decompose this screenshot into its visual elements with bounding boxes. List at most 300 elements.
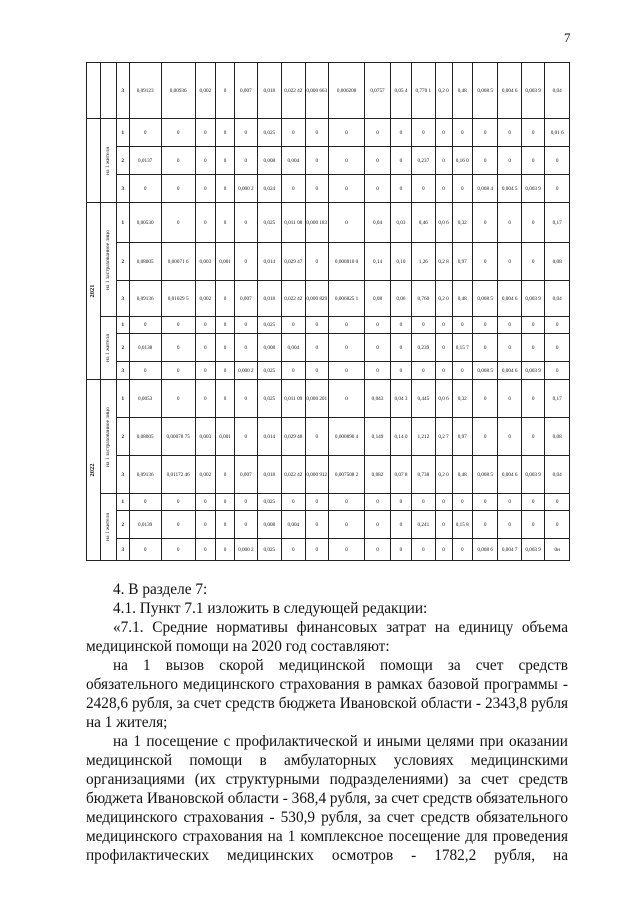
table-cell: 0,0053: [129, 380, 161, 418]
table-cell: 0: [129, 317, 161, 334]
table-cell: 0: [452, 175, 472, 203]
table-cell: 0: [435, 362, 452, 380]
table-cell: 0,000 183: [305, 203, 328, 243]
table-cell: 0,025: [257, 317, 282, 334]
table-cell: 0: [390, 362, 411, 380]
table-cell: 0,008: [257, 147, 282, 175]
table-cell: 1,26: [412, 243, 435, 281]
table-cell: 0: [235, 317, 257, 334]
row-number: 3: [116, 362, 129, 380]
table-cell: 0: [305, 147, 328, 175]
table-cell: 0,05 4: [390, 63, 411, 119]
table-cell: 0: [498, 203, 521, 243]
table-cell: 0,008 6: [472, 539, 498, 561]
table-cell: 0,008 5: [472, 63, 498, 119]
table-cell: 0: [161, 362, 195, 380]
table-cell: 0,002: [195, 63, 215, 119]
table-cell: 0,024: [257, 175, 282, 203]
table-cell: 0,14 0: [390, 418, 411, 456]
row-number: 3: [116, 281, 129, 317]
row-number: 3: [116, 175, 129, 203]
table-cell: 0: [161, 175, 195, 203]
table-cell: 0: [365, 494, 391, 511]
table-cell: 0,003: [195, 243, 215, 281]
table-cell: 0: [282, 539, 305, 561]
section-heading: 4. В разделе 7:: [113, 581, 208, 598]
table-cell: 0: [365, 147, 391, 175]
table-cell: 0: [215, 511, 234, 539]
table-cell: 0,011 09: [282, 380, 305, 418]
table-cell: 0,004 6: [498, 63, 521, 119]
table-cell: 0: [472, 334, 498, 362]
table-cell: 0: [195, 334, 215, 362]
table-cell: 0: [328, 539, 364, 561]
table-cell: 0: [472, 203, 498, 243]
table-cell: 0,001: [215, 418, 234, 456]
table-cell: 0,003 9: [521, 456, 544, 494]
table-row: [87, 494, 570, 511]
table-cell: 0,15 8: [452, 511, 472, 539]
table-cell: 0,01 6: [545, 119, 570, 147]
table-cell: 0: [305, 539, 328, 561]
table-cell: 0: [235, 119, 257, 147]
table-cell: 0: [472, 147, 498, 175]
table-cell: 0: [235, 243, 257, 281]
table-cell: 0,2 0: [435, 63, 452, 119]
table-cell: 0: [282, 362, 305, 380]
table-cell: 0: [215, 281, 234, 317]
table-cell: 0: [215, 317, 234, 334]
table-cell: 0: [472, 243, 498, 281]
table-cell: 0: [390, 147, 411, 175]
table-cell: 0,09123: [129, 63, 161, 119]
table-cell: 0: [452, 539, 472, 561]
table-cell: 0: [545, 511, 570, 539]
table-cell: 0,48: [452, 281, 472, 317]
table-cell: 0: [328, 119, 364, 147]
table-cell: 0,002: [195, 281, 215, 317]
table-cell: 0,07 8: [390, 456, 411, 494]
table-cell: 0: [129, 539, 161, 561]
table-cell: 0,08: [545, 418, 570, 456]
table-cell: 0: [328, 380, 364, 418]
table-cell: 0: [161, 539, 195, 561]
row-number: 2: [116, 243, 129, 281]
table-cell: 0,025: [257, 203, 282, 243]
paragraph-3: на 1 посещение с профилактической и иными целями при оказании медицинской помощи в амбулаторных условиях медицинскими организациями (их структурными подразделениями) за счет средств бюджета Ивановской области - 368,4 рубля, за счет средств обязательного медицинского страхования - 530,9 рубля, за счет средств обязательного медицинского страхования на 1 комплексное посещение для проведения профилактических медицинских осмотров - 1782,2 рубля, на: [86, 733, 568, 864]
table-cell: 0,17: [545, 380, 570, 418]
table-cell: 0,008 5: [472, 362, 498, 380]
table-cell: 0,04: [545, 63, 570, 119]
table-cell: 0: [129, 494, 161, 511]
table-cell: 0: [472, 418, 498, 456]
table-cell: 0: [472, 511, 498, 539]
table-cell: 0,003 9: [521, 281, 544, 317]
table-cell: 0,000 2: [235, 539, 257, 561]
table-cell: 0: [365, 119, 391, 147]
group-label: на 1 жителя: [105, 334, 112, 362]
row-number: 3: [116, 539, 129, 561]
table-cell: 0,000 2: [235, 362, 257, 380]
table-cell: 0: [521, 147, 544, 175]
table-cell: 0,000890 4: [328, 418, 364, 456]
table-cell: 0,003 9: [521, 362, 544, 380]
table-cell: 0: [129, 362, 161, 380]
table-cell: 0: [195, 539, 215, 561]
table-cell: 0,08: [545, 243, 570, 281]
table-cell: 0,004 6: [498, 281, 521, 317]
table-cell: 0,00071 6: [161, 243, 195, 281]
table-cell: 0,738: [412, 456, 435, 494]
table-cell: 0: [161, 494, 195, 511]
table-cell: 0: [390, 119, 411, 147]
year-cell: [87, 380, 101, 561]
table-cell: 0: [390, 334, 411, 362]
table-cell: 0: [328, 147, 364, 175]
table-cell: 0,04: [545, 281, 570, 317]
table-cell: 0,10: [390, 243, 411, 281]
table-cell: 0: [195, 362, 215, 380]
table-cell: 0,004 7: [498, 539, 521, 561]
table-cell: 0,0 6: [435, 380, 452, 418]
year-cell: [87, 203, 101, 380]
table-row: [87, 147, 570, 175]
table-cell: 0: [129, 175, 161, 203]
paragraph-1: «7.1. Средние нормативы финансовых затрат на единицу объема медицинской помощи на 2020 год составляют:: [86, 619, 568, 655]
group-label: на 1 застрахованное лицо: [105, 406, 112, 467]
table-cell: 0: [365, 317, 391, 334]
table-cell: 0: [195, 119, 215, 147]
table-row: [87, 539, 570, 561]
table-cell: 1,212: [412, 418, 435, 456]
table-cell: 0,008 4: [472, 175, 498, 203]
table-cell: 0,004 6: [498, 456, 521, 494]
table-cell: 0,004: [282, 147, 305, 175]
table-cell: 0,03: [390, 203, 411, 243]
group-cell: [100, 119, 116, 203]
table-cell: 0,018: [257, 281, 282, 317]
table-cell: 0: [282, 317, 305, 334]
table-cell: 0: [412, 539, 435, 561]
table-cell: 0,004: [282, 334, 305, 362]
table-cell: 0,0137: [129, 147, 161, 175]
table-cell: 0,004 5: [498, 175, 521, 203]
table-cell: 0: [215, 63, 234, 119]
item-heading: 4.1. Пункт 7.1 изложить в следующей редакции:: [113, 600, 428, 617]
table-cell: 0,97: [452, 418, 472, 456]
table-cell: 0,000 2: [235, 175, 257, 203]
table-cell: 0,043: [365, 380, 391, 418]
table-cell: 0: [328, 494, 364, 511]
table-cell: 0: [215, 539, 234, 561]
table-cell: 0: [195, 175, 215, 203]
table-cell: 0,01029 5: [161, 281, 195, 317]
table-cell: 0: [305, 362, 328, 380]
table-cell: 0: [235, 147, 257, 175]
table-cell: 0: [215, 147, 234, 175]
table-cell: 0,008: [257, 511, 282, 539]
table-cell: 0: [390, 511, 411, 539]
table-cell: 0: [412, 119, 435, 147]
table-cell: 0: [305, 175, 328, 203]
table-cell: 0: [235, 380, 257, 418]
table-row: [87, 334, 570, 362]
table-row: [87, 119, 570, 147]
table-cell: 0: [521, 418, 544, 456]
group-cell: [100, 494, 116, 561]
table-cell: 0,09136: [129, 456, 161, 494]
table-cell: 0: [521, 334, 544, 362]
table-row: [87, 63, 570, 119]
table-cell: 0,022 42: [282, 281, 305, 317]
table-cell: 0: [521, 494, 544, 511]
table-cell: 0: [521, 119, 544, 147]
table-row: [87, 203, 570, 243]
table-cell: 0,000 663: [305, 63, 328, 119]
table-cell: 0: [472, 380, 498, 418]
table-cell: 0: [328, 362, 364, 380]
table-cell: 0: [435, 334, 452, 362]
table-cell: 0,022 42: [282, 63, 305, 119]
group-label: на 1 застрахованное лицо: [105, 229, 112, 290]
table-cell: 0: [412, 175, 435, 203]
table-cell: 0: [328, 175, 364, 203]
table-cell: 0: [498, 380, 521, 418]
table-cell: 0: [215, 334, 234, 362]
table-cell: 0: [452, 494, 472, 511]
table-cell: 0,007: [235, 63, 257, 119]
year-label: 2021: [89, 284, 97, 298]
table-cell: 0,32: [452, 203, 472, 243]
table-cell: 0: [498, 119, 521, 147]
table-row: [87, 456, 570, 494]
table-cell: 0,08: [365, 281, 391, 317]
table-cell: 0,008 5: [472, 456, 498, 494]
table-cell: 0: [215, 380, 234, 418]
table-cell: 0,029 48: [282, 418, 305, 456]
table-cell: 0: [328, 511, 364, 539]
table-cell: 0,007: [235, 456, 257, 494]
table-cell: 0: [161, 380, 195, 418]
table-cell: 0: [390, 539, 411, 561]
table-cell: 0: [305, 418, 328, 456]
table-cell: 0: [545, 362, 570, 380]
table-cell: 0,008: [257, 334, 282, 362]
table-cell: 0: [390, 175, 411, 203]
table-cell: 0: [195, 203, 215, 243]
table-cell: 0: [161, 511, 195, 539]
table-cell: 0: [328, 317, 364, 334]
table-cell: 0: [521, 317, 544, 334]
table-cell: 0,025: [257, 380, 282, 418]
table-cell: 0,014: [257, 418, 282, 456]
table-cell: 0: [282, 119, 305, 147]
table-cell: 0: [435, 539, 452, 561]
table-cell: 0,00936: [161, 63, 195, 119]
table-cell: 0,445: [412, 380, 435, 418]
table-cell: 0: [435, 119, 452, 147]
table-cell: 0: [161, 317, 195, 334]
table-cell: 0: [472, 119, 498, 147]
table-cell: 0,000 201: [305, 380, 328, 418]
table-cell: 0: [435, 317, 452, 334]
table-cell: 0: [412, 494, 435, 511]
table-cell: 0,0139: [129, 511, 161, 539]
table-cell: 0,2 0: [435, 456, 452, 494]
row-number: 1: [116, 203, 129, 243]
table-cell: 0,000 912: [305, 456, 328, 494]
table-cell: 0,149: [365, 418, 391, 456]
table-cell: 0: [305, 243, 328, 281]
blank-cell: [87, 63, 101, 119]
table-cell: 0: [235, 494, 257, 511]
table-row: [87, 317, 570, 334]
table-cell: 0,15 7: [452, 334, 472, 362]
blank-cell: [100, 63, 116, 119]
group-label: на 1 жителя: [105, 513, 112, 541]
table-cell: 0,0757: [365, 63, 391, 119]
table-cell: 0: [545, 147, 570, 175]
table-cell: 0,018: [257, 63, 282, 119]
table-cell: 0,000 829: [305, 281, 328, 317]
table-cell: 0: [435, 175, 452, 203]
table-cell: 0: [452, 317, 472, 334]
table-cell: 0,000810 0: [328, 243, 364, 281]
table-cell: 0,237: [412, 147, 435, 175]
table-cell: 0,007508 2: [328, 456, 364, 494]
table-cell: 0: [328, 203, 364, 243]
table-cell: 0,08005: [129, 243, 161, 281]
table-cell: 0: [545, 317, 570, 334]
table-cell: 0: [365, 362, 391, 380]
table-cell: 0: [521, 203, 544, 243]
table-cell: 0: [365, 334, 391, 362]
row-number: 3: [116, 456, 129, 494]
table-row: [87, 243, 570, 281]
table-cell: 0,002: [195, 456, 215, 494]
table-cell: 0: [215, 362, 234, 380]
table-cell: 0,04: [365, 203, 391, 243]
table-cell: 0,004 6: [498, 362, 521, 380]
table-cell: 0: [435, 147, 452, 175]
table-cell: 0: [195, 380, 215, 418]
table-cell: 0,0138: [129, 334, 161, 362]
table-cell: 0: [215, 456, 234, 494]
table-cell: 0,00530: [129, 203, 161, 243]
table-cell: 0,2 8: [435, 243, 452, 281]
table-cell: 0: [521, 243, 544, 281]
table-cell: 0,022 42: [282, 456, 305, 494]
row-number: 1: [116, 317, 129, 334]
table-cell: 0: [412, 317, 435, 334]
table-cell: 0: [215, 203, 234, 243]
table-cell: 0,007: [235, 281, 257, 317]
row-number: 2: [116, 147, 129, 175]
table-cell: 0,003 9: [521, 539, 544, 561]
table-cell: 0,48: [452, 456, 472, 494]
table-cell: 0,239: [412, 334, 435, 362]
table-cell: 0,06: [390, 281, 411, 317]
table-cell: 0: [435, 511, 452, 539]
table-cell: 0,003: [195, 418, 215, 456]
table-cell: 0: [129, 119, 161, 147]
table-cell: 0,025: [257, 362, 282, 380]
table-cell: 0: [161, 147, 195, 175]
table-cell: 0,014: [257, 243, 282, 281]
table-cell: 0,029 47: [282, 243, 305, 281]
table-cell: 0: [195, 494, 215, 511]
paragraph-2: на 1 вызов скорой медицинской помощи за счет средств обязательного медицинского страхования в рамках базовой программы - 2428,6 рубля, за счет средств бюджета Ивановской области - 2343,8 рубля на 1 жителя;: [86, 657, 568, 731]
table-cell: 0,09136: [129, 281, 161, 317]
table-cell: 0,16 0: [452, 147, 472, 175]
table-cell: 0,32: [452, 380, 472, 418]
group-cell: [100, 203, 116, 317]
table-cell: 0: [365, 539, 391, 561]
table-cell: 0,48: [452, 63, 472, 119]
table-cell: 0,0 6: [435, 203, 452, 243]
table-cell: 0: [215, 175, 234, 203]
table-cell: 0,006825 1: [328, 281, 364, 317]
table-cell: 0: [365, 511, 391, 539]
row-number: 1: [116, 119, 129, 147]
table-cell: 0,006208: [328, 63, 364, 119]
table-cell: 0: [472, 317, 498, 334]
table-cell: 0,2 0: [435, 281, 452, 317]
table-cell: 0,011 08: [282, 203, 305, 243]
table-cell: 0: [215, 494, 234, 511]
table-cell: 0: [328, 334, 364, 362]
norms-table: [86, 62, 570, 561]
table-cell: 0,770 1: [412, 63, 435, 119]
table-cell: 0: [472, 494, 498, 511]
table-cell: 0: [521, 511, 544, 539]
table-cell: 0: [195, 511, 215, 539]
table-cell: 0,025: [257, 119, 282, 147]
table-cell: 0: [498, 494, 521, 511]
table-cell: 0: [161, 203, 195, 243]
table-cell: 0: [498, 511, 521, 539]
table-cell: 0,760: [412, 281, 435, 317]
row-number: 3: [116, 63, 129, 119]
table-cell: 0,97: [452, 243, 472, 281]
table-cell: 0: [215, 119, 234, 147]
table-cell: 0: [195, 317, 215, 334]
group-cell: [100, 380, 116, 494]
group-cell: [100, 317, 116, 380]
row-number: 2: [116, 334, 129, 362]
table-cell: 0,46: [412, 203, 435, 243]
table-cell: 0: [305, 119, 328, 147]
table-row: [87, 418, 570, 456]
table-cell: 0: [545, 334, 570, 362]
table-cell: 0: [498, 334, 521, 362]
table-row: [87, 362, 570, 380]
year-label: 2022: [89, 463, 97, 477]
table-cell: 0,241: [412, 511, 435, 539]
table-cell: 0: [521, 380, 544, 418]
table-cell: 0: [365, 175, 391, 203]
table-cell: 0: [390, 317, 411, 334]
table-cell: 0,003 9: [521, 175, 544, 203]
table-cell: 0,001: [215, 243, 234, 281]
table-cell: 0: [235, 511, 257, 539]
row-number: 1: [116, 494, 129, 511]
table-cell: 0,082: [365, 456, 391, 494]
table-cell: 0: [195, 147, 215, 175]
table-cell: 0,025: [257, 539, 282, 561]
table-cell: 0,00078 75: [161, 418, 195, 456]
table-cell: 0: [498, 147, 521, 175]
